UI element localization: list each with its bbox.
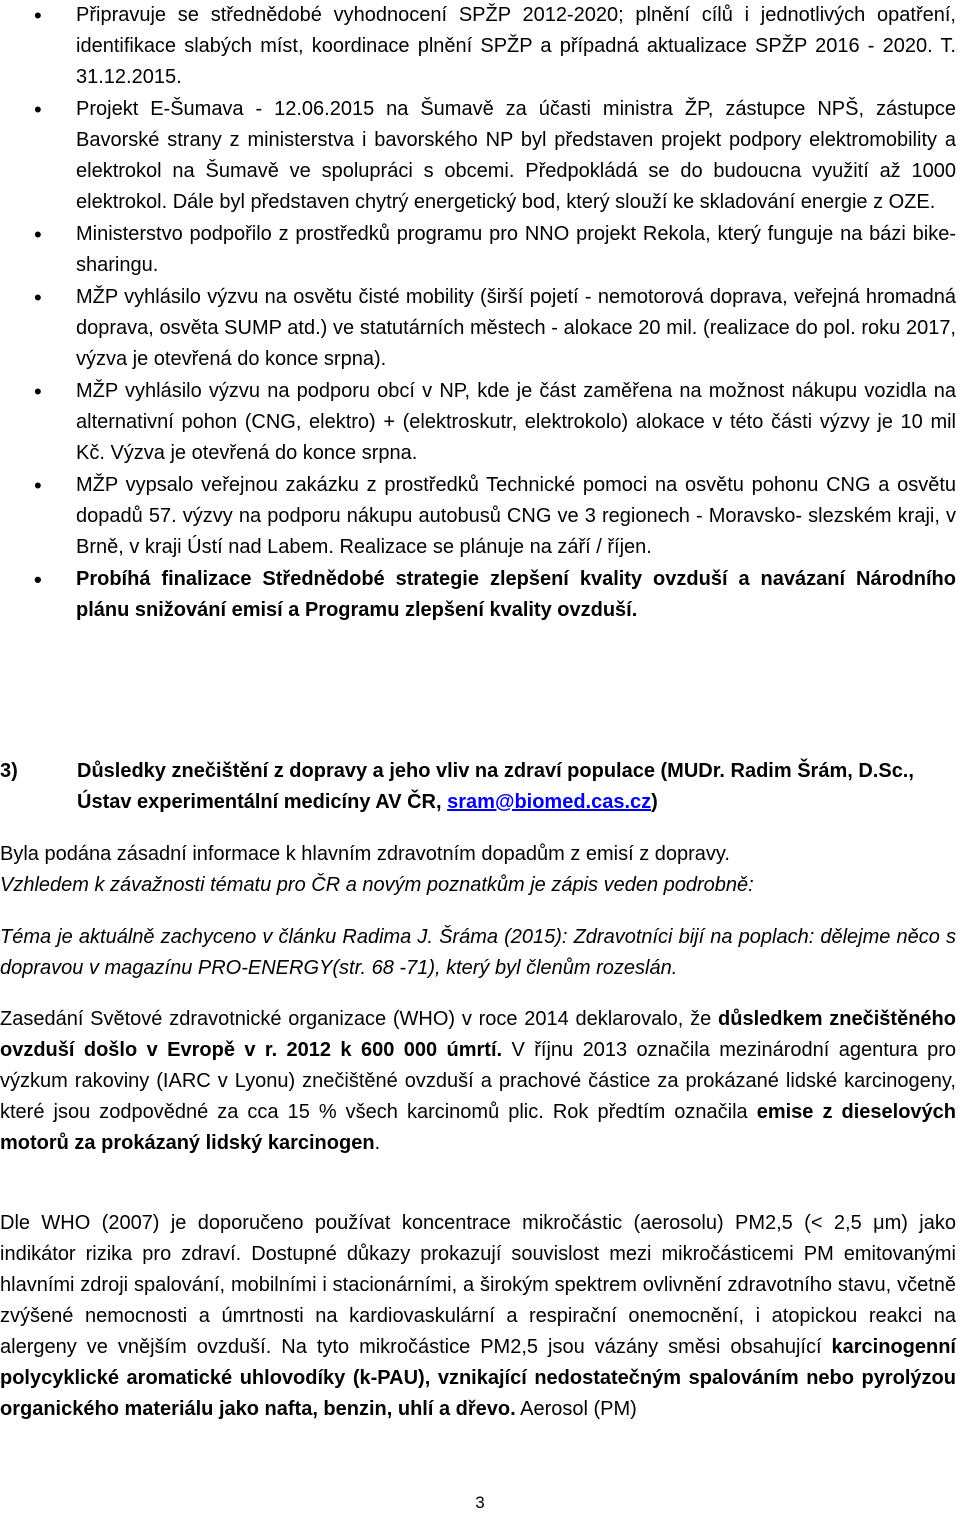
bullet-item: • MŽP vyhlásilo výzvu na podporu obcí v NP, kde je část zaměřena na možnost nákupu vozidla na alternativní pohon (CNG, elektro) + (elektroskutr, elektrokolo) alokace v této části výzvy je 10 mil Kč. Výzva je otevřená do konce srpna. xyxy=(0,376,960,469)
who-text-3: . xyxy=(374,1132,381,1154)
bullet-item: • Připravuje se střednědobé vyhodnocení SPŽP 2012-2020; plnění cílů i jednotlivých opatření, identifikace slabých míst, koordinace plnění SPŽP a případná aktualizace SPŽP 2016 - 2020. T. 31.12.2015. xyxy=(0,0,960,93)
bullet-item-bold: • Probíhá finalizace Střednědobé strategie zlepšení kvality ovzduší a navázaní Národního plánu snižování emisí a Programu zlepšení kvality ovzduší. xyxy=(0,564,960,626)
pm-paragraph xyxy=(0,1208,956,1425)
intro-paragraph xyxy=(0,839,956,901)
bullet-item: • Projekt E-Šumava - 12.06.2015 na Šumavě za účasti ministra ŽP, zástupce NPŠ, zástupce Bavorské strany z ministerstva i bavorského NP byl představen projekt podpory elektromobility a elektrokol na Šumavě ve spolupráci s obcemi. Předpokládá se do budoucna využití až 1000 elektrokol. Dále byl představen chytrý energetický bod, který slouží ke skladování energie z OZE. xyxy=(0,94,960,218)
email-link[interactable]: sram@biomed.cas.cz xyxy=(447,791,652,813)
section-number: 3) xyxy=(0,760,18,782)
bullet-item: • Ministerstvo podpořilo z prostředků programu pro NNO projekt Rekola, který funguje na bázi bike-sharingu. xyxy=(0,219,960,281)
section-heading xyxy=(0,756,956,818)
intro-line-2: Vzhledem k závažnosti tématu pro ČR a novým poznatkům je zápis veden podrobně: xyxy=(0,874,754,896)
section-title-wrap xyxy=(0,756,956,818)
who-text-2: V říjnu 2013 označila mezinárodní agentura pro výzkum rakoviny (IARC v Lyonu) znečištěné ovzduší a prachové částice za prokázané lidské karcinogeny, které jsou zodpovědné za cca 15 % všech karcinomů plic. Rok předtím označila xyxy=(0,1039,957,1123)
pm-text-1: Dle WHO (2007) je doporučeno používat koncentrace mikročástic (aerosolu) PM2,5 (< 2,5 μm) jako indikátor rizika pro zdraví. Dostupné důkazy prokazují souvislost mezi mikročásticemi PM emitovanými hlavními zdroji spalování, mobilními i stacionárními, a širokým spektrem ovlivnění zdravotního stavu, včetně zvýšené nemocnosti a úmrtnosti na kardiovaskulární a respirační onemocnění, i atopickou reakci na alergeny ve vnějším ovzduší. Na tyto mikročástice PM2,5 jsou vázány směsi obsahující xyxy=(0,1212,956,1358)
who-bold-2: emise z dieselových motorů za prokázaný lidský karcinogen xyxy=(0,1101,957,1154)
bullet-item: • MŽP vypsalo veřejnou zakázku z prostředků Technické pomoci na osvětu pohonu CNG a osvětu dopadů 57. výzvy na podporu nákupu autobusů CNG ve 3 regionech - Moravsko- slezském kraji, v Brně, v kraji Ústí nad Labem. Realizace se plánuje na září / říjen. xyxy=(0,470,960,563)
pm-bold-1: karcinogenní polycyklické aromatické uhlovodíky (k-PAU), vznikající nedostatečným spalováním nebo pyrolýzou organického materiálu jako nafta, benzin, uhlí a dřevo. xyxy=(0,1336,956,1420)
who-bold-1: důsledkem znečištěného ovzduší došlo v Evropě v r. 2012 k 600 000 úmrtí. xyxy=(0,1008,956,1061)
intro-line-1: Byla podána zásadní informace k hlavním zdravotním dopadům z emisí z dopravy. xyxy=(0,843,730,865)
bullet-list xyxy=(0,0,960,627)
page-number: 3 xyxy=(475,1493,485,1512)
bullet-item: • MŽP vyhlásilo výzvu na osvětu čisté mobility (širší pojetí - nemotorová doprava, veřejná hromadná doprava, osvěta SUMP atd.) ve statutárních městech - alokace 20 mil. (realizace do pol. roku 2017, výzva je otevřená do konce srpna). xyxy=(0,282,960,375)
pm-text-2: Aerosol (PM) xyxy=(515,1398,637,1420)
section-title-close: ) xyxy=(651,791,658,813)
topic-note: Téma je aktuálně zachyceno v článku Radima J. Šráma (2015): Zdravotníci bijí na poplach: dělejme něco s dopravou v magazínu PRO-ENERGY(str. 68 -71), který byl členům rozeslán. xyxy=(0,926,956,979)
who-text-1: Zasedání Světové zdravotnické organizace (WHO) v roce 2014 deklarovalo, že xyxy=(0,1008,719,1030)
section-title: Důsledky znečištění z dopravy a jeho vliv na zdraví populace (MUDr. Radim Šrám, D.Sc., Ústav experimentální medicíny AV ČR, xyxy=(77,760,914,813)
who-paragraph xyxy=(0,1004,956,1159)
